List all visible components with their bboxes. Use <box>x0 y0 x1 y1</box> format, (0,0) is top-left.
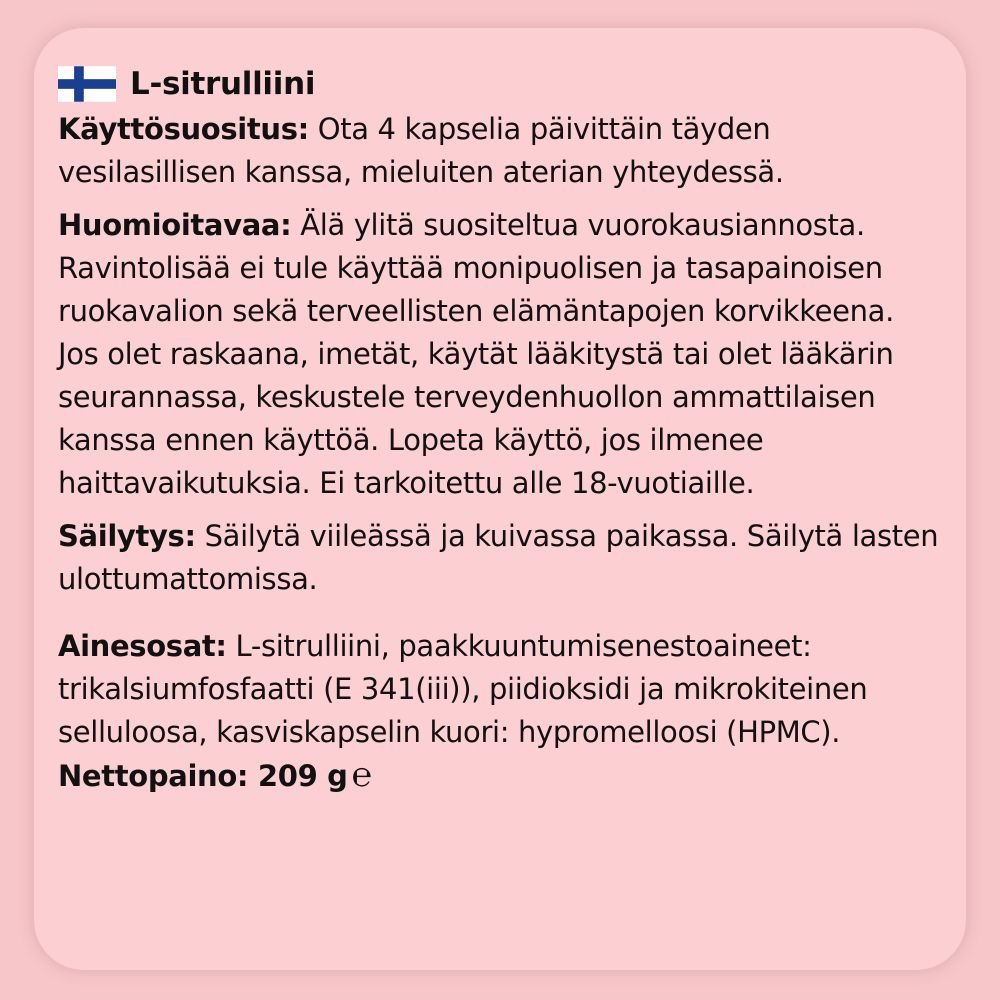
storage-section <box>58 515 942 601</box>
ingredients-text: L-sitrulliini, paakkuuntumisenestoaineet: trikalsiumfosfaatti (E 341(iii)), piidioksidi ja mikrokiteinen selluloosa, kasviskapselin kuori: hypromelloosi (HPMC). <box>58 629 868 749</box>
net-weight-section <box>58 754 942 798</box>
estimated-sign-icon: ℮ <box>351 755 372 795</box>
product-header <box>58 58 942 110</box>
warnings-section <box>58 204 942 505</box>
storage-text: Säilytä viileässä ja kuivassa paikassa. Säilytä lasten ulottumattomissa. <box>58 519 939 596</box>
ingredients-section <box>58 625 942 754</box>
storage-label: Säilytys: <box>58 519 196 553</box>
usage-text: Ota 4 kapselia päivittäin täyden vesilasillisen kanssa, mieluiten aterian yhteydessä. <box>58 112 784 189</box>
finnish-flag-icon <box>58 65 116 103</box>
warnings-text: Älä ylitä suositeltua vuorokausiannosta. Ravintolisää ei tule käyttää monipuolisen ja tasapainoisen ruokavalion sekä terveellisten elämäntapojen korvikkeena. Jos olet raskaana, imetät, käytät lääkitystä tai olet lääkärin seurannassa, keskustele terveydenhuollon ammattilaisen kanssa ennen käyttöä. Lopeta käyttö, jos ilmenee haittavaikutuksia. Ei tarkoitettu alle 18-vuotiaille. <box>58 208 894 500</box>
product-info-card <box>34 28 966 970</box>
usage-label: Käyttösuositus: <box>58 112 309 146</box>
ingredients-label: Ainesosat: <box>58 629 227 663</box>
net-weight-label: Nettopaino: 209 g <box>58 759 348 793</box>
usage-section <box>58 108 942 194</box>
product-title: L-sitrulliini <box>130 66 316 102</box>
warnings-label: Huomioitavaa: <box>58 208 292 242</box>
